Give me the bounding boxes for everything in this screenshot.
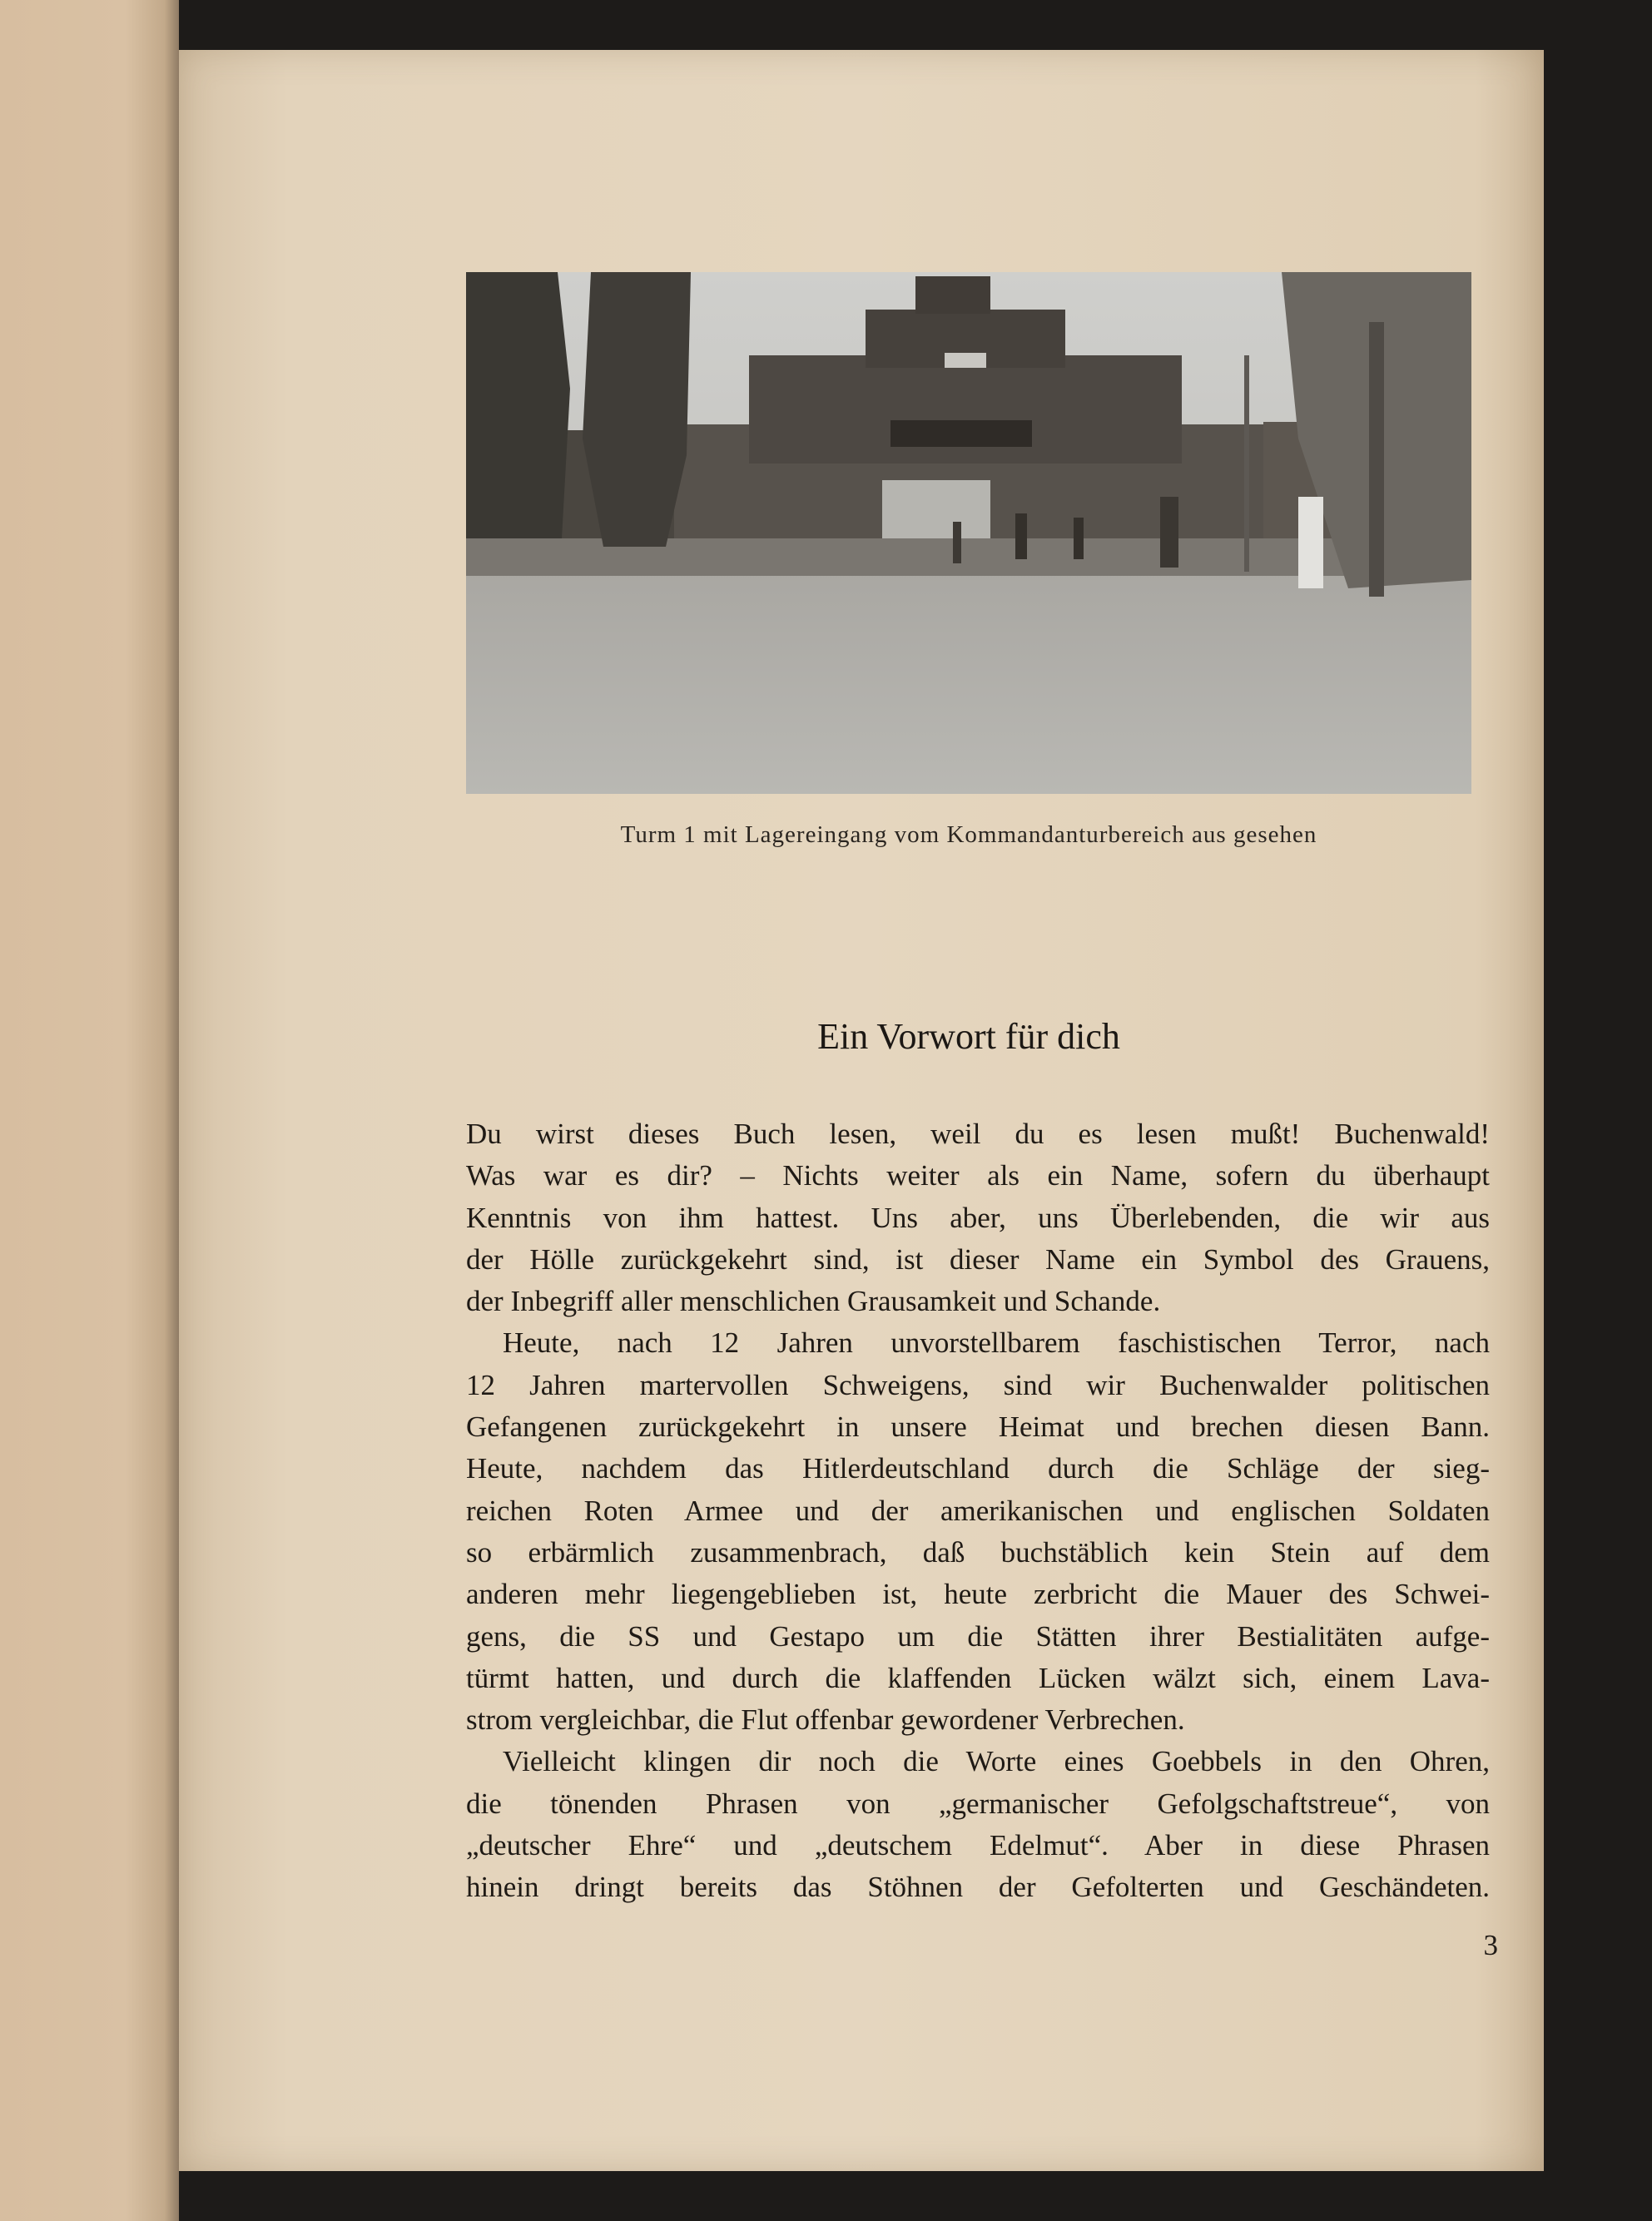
gatehouse-photo [466, 272, 1471, 794]
text-line: Du wirst dieses Buch lesen, weil du es lesen mußt! Buchenwald! [466, 1118, 1490, 1150]
text-line: die tönenden Phrasen von „germanischer Gefolgschaftstreue“, von [466, 1787, 1490, 1820]
body-text [466, 1113, 1490, 1909]
book-page [179, 50, 1544, 2171]
text-line: strom vergleichbar, die Flut offenbar gewordener Verbrechen. [466, 1703, 1185, 1737]
text-line: Gefangenen zurückgekehrt in unsere Heimat und brechen diesen Bann. [466, 1410, 1490, 1444]
text-line: der Inbegriff aller menschlichen Grausamkeit und Schande. [466, 1285, 1161, 1318]
text-line: der Hölle zurückgekehrt sind, ist dieser Name ein Symbol des Grauens, [466, 1242, 1490, 1276]
text-line: türmt hatten, und durch die klaffenden Lücken wälzt sich, einem Lava- [466, 1661, 1490, 1694]
photo-caption: Turm 1 mit Lagereingang vom Kommandanturbereich aus gesehen [620, 821, 1317, 848]
text-line: Heute, nachdem das Hitlerdeutschland durch die Schläge der sieg- [466, 1452, 1490, 1485]
text-line: reichen Roten Armee und der amerikanischen und englischen Soldaten [466, 1494, 1490, 1527]
text-line: Was war es dir? – Nichts weiter als ein Name, sofern du überhaupt [466, 1159, 1490, 1192]
page-number: 3 [1483, 1929, 1498, 1961]
text-line: anderen mehr liegengeblieben ist, heute zerbricht die Mauer des Schwei- [466, 1578, 1490, 1611]
text-line: hinein dringt bereits das Stöhnen der Gefolterten und Geschändeten. [466, 1871, 1490, 1904]
text-line: 12 Jahren martervollen Schweigens, sind wir Buchenwalder politischen [466, 1368, 1490, 1401]
text-line: „deutscher Ehre“ und „deutschem Edelmut“. Aber in diese Phrasen [466, 1829, 1490, 1862]
text-line: so erbärmlich zusammenbrach, daß buchstäblich kein Stein auf dem [466, 1535, 1490, 1569]
gatehouse-photo-image [466, 272, 1471, 794]
text-line: Vielleicht klingen dir noch die Worte eines Goebbels in den Ohren, [503, 1745, 1490, 1778]
facing-page-edge [0, 0, 179, 2221]
text-line: Kenntnis von ihm hattest. Uns aber, uns Überlebenden, die wir aus [466, 1201, 1490, 1234]
chapter-heading: Ein Vorwort für dich [817, 1016, 1120, 1057]
text-line: gens, die SS und Gestapo um die Stätten ihrer Bestialitäten aufge- [466, 1619, 1490, 1653]
text-line: Heute, nach 12 Jahren unvorstellbarem faschistischen Terror, nach [503, 1326, 1490, 1360]
